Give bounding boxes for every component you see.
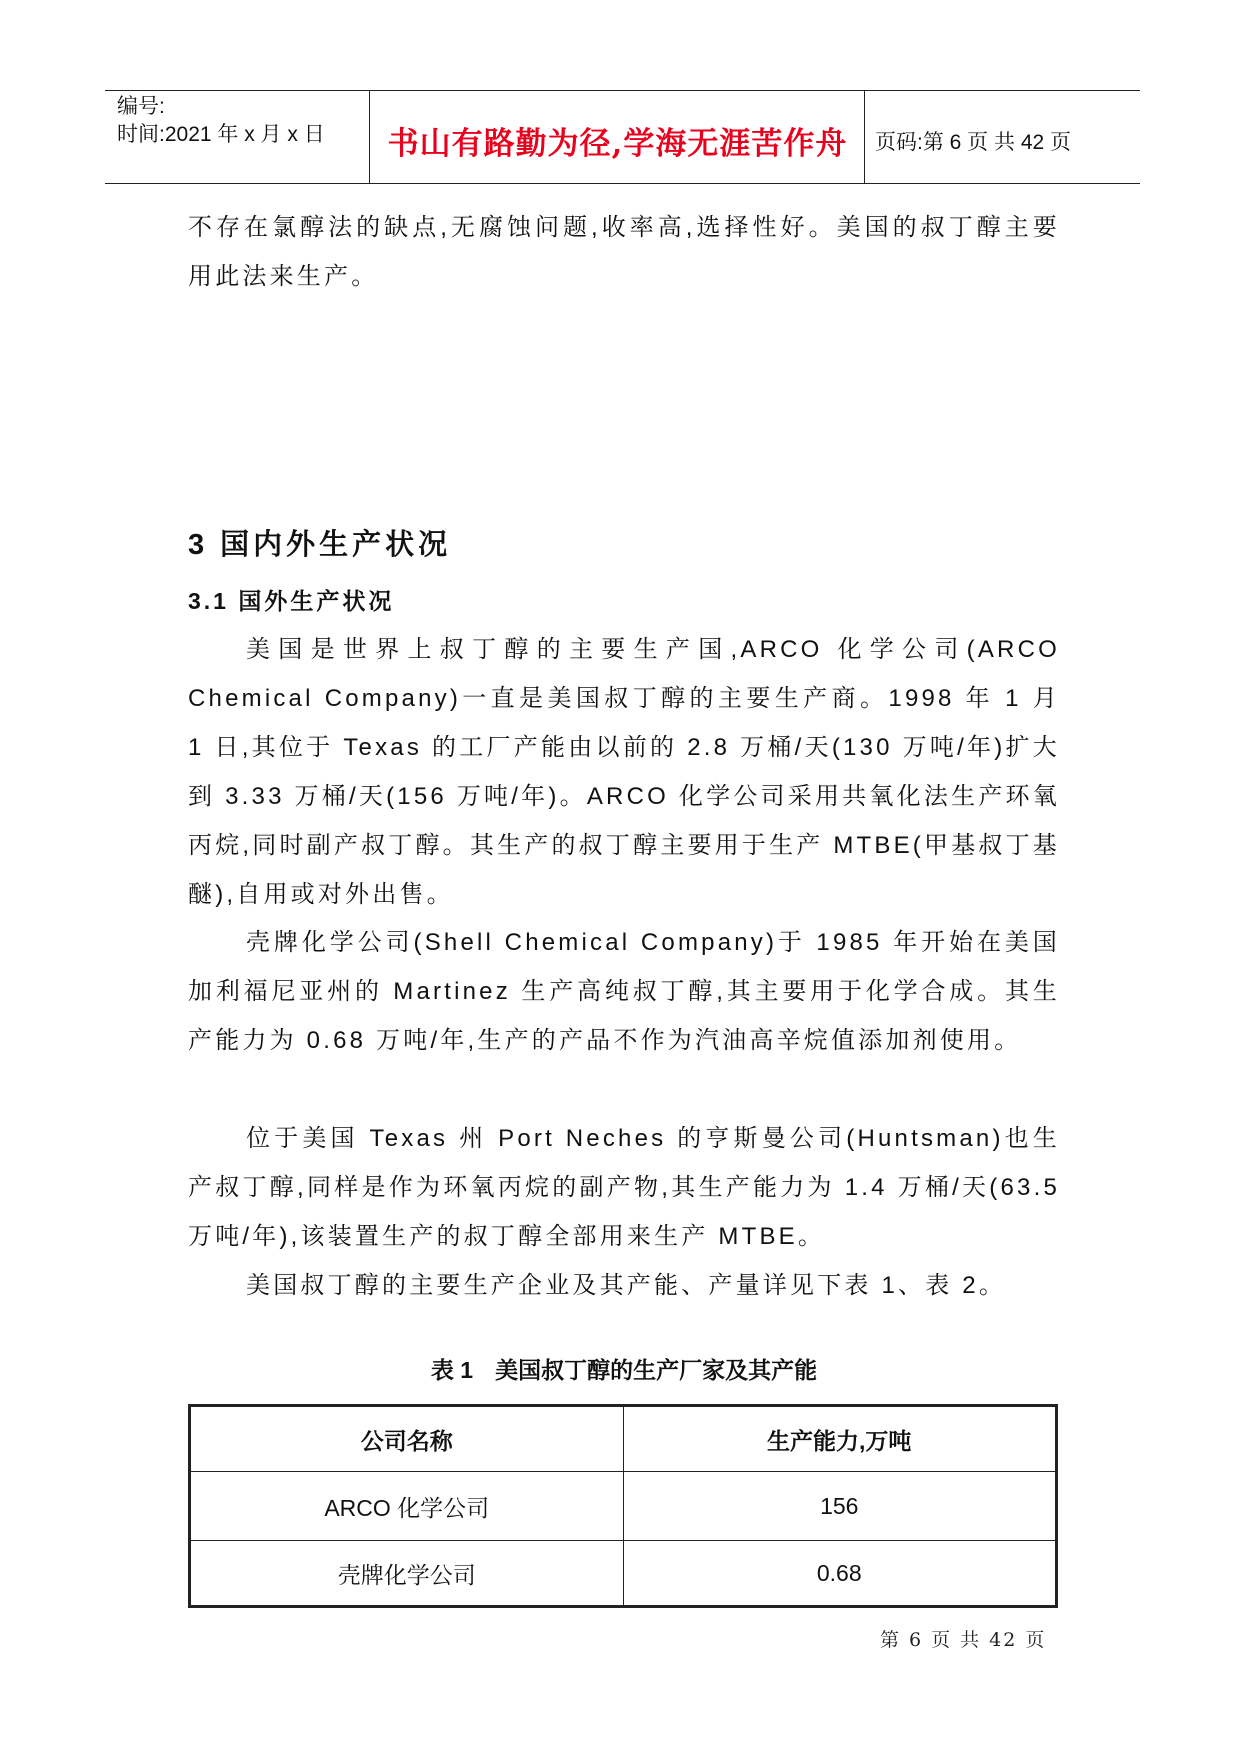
footer-suffix: 页 xyxy=(1025,1629,1047,1651)
serial-label: 编号: xyxy=(117,95,165,118)
paragraph-shell: 壳牌化学公司(Shell Chemical Company)于 1985 年开始在美国加利福尼亚州的 Martinez 生产高纯叔丁醇,其主要用于化学合成。其生产能力为 0.68 万吨/年,生产的产品不作为汽油高辛烷值添加剂使用。 xyxy=(188,929,1060,1054)
capacity-table xyxy=(188,1404,1058,1608)
header-motto: 书山有路勤为径,学海无涯苦作舟 xyxy=(387,125,848,162)
table-cell-company: ARCO 化学公司 xyxy=(190,1472,624,1541)
header-meta-cell xyxy=(105,91,370,183)
table-cell-capacity: 156 xyxy=(623,1472,1057,1541)
page-footer xyxy=(880,1625,1046,1652)
footer-total-pages: 42 xyxy=(989,1629,1018,1651)
header-page-label: 页码:第 6 页 共 42 页 xyxy=(875,131,1072,154)
table-cell-company: 壳牌化学公司 xyxy=(190,1541,624,1607)
table-header-row xyxy=(190,1406,1057,1472)
paragraph-huntsman: 位于美国 Texas 州 Port Neches 的亨斯曼公司(Huntsman)也生产叔丁醇,同样是作为环氧丙烷的副产物,其生产能力为 1.4 万桶/天(63.5 万吨/年),该装置生产的叔丁醇全部用来生产 MTBE。 xyxy=(188,1125,1060,1250)
page-header xyxy=(105,90,1140,184)
header-motto-cell xyxy=(371,91,865,183)
table-row xyxy=(190,1472,1057,1541)
section-heading-3: 3 国内外生产状况 xyxy=(188,529,452,561)
header-page-cell xyxy=(875,91,1071,187)
footer-middle: 页 共 xyxy=(931,1629,982,1651)
table-caption-text: 美国叔丁醇的生产厂家及其产能 xyxy=(495,1357,818,1383)
footer-prefix: 第 xyxy=(880,1629,902,1651)
time-label: 时间:2021 年 x 月 x 日 xyxy=(117,123,325,146)
footer-page-number: 6 xyxy=(909,1629,924,1651)
table-cell-capacity: 0.68 xyxy=(623,1541,1057,1607)
table-header-company: 公司名称 xyxy=(190,1406,624,1472)
table-header-capacity: 生产能力,万吨 xyxy=(623,1406,1057,1472)
table-caption xyxy=(188,1352,1060,1385)
paragraph-continuation: 不存在氯醇法的缺点,无腐蚀问题,收率高,选择性好。美国的叔丁醇主要用此法来生产。 xyxy=(188,214,1060,290)
table-row xyxy=(190,1541,1057,1607)
paragraph-table-ref: 美国叔丁醇的主要生产企业及其产能、产量详见下表 1、表 2。 xyxy=(246,1272,1007,1299)
paragraph-arco: 美国是世界上叔丁醇的主要生产国,ARCO 化学公司(ARCO Chemical Company)一直是美国叔丁醇的主要生产商。1998 年 1 月 1 日,其位于 Texas 的工厂产能由以前的 2.8 万桶/天(130 万吨/年)扩大到 3.33 万桶/天(156 万吨/年)。ARCO 化学公司采用共氧化法生产环氧丙烷,同时副产叔丁醇。其生产的叔丁醇主要用于生产 MTBE(甲基叔丁基醚),自用或对外出售。 xyxy=(188,636,1060,908)
section-heading-3-1: 3.1 国外生产状况 xyxy=(188,588,395,614)
table-caption-number: 表 1 xyxy=(430,1357,474,1383)
